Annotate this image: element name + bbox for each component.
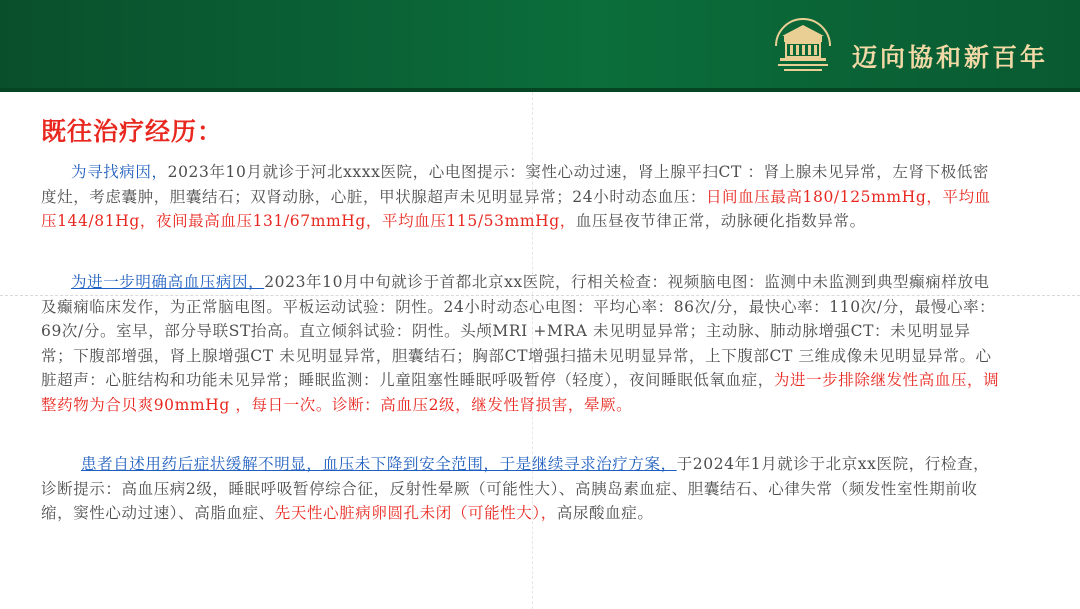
p1-body: 2023年10月就诊于河北xxxx医院，心电图提示：窦性心动过速，肾上腺平扫CT ：肾上腺未见异常，左肾下极低密度灶，考虑囊肿，胆囊结石；双肾动脉，心脏，甲状腺超声未见明显异常；24小时动态血压： — [41, 163, 989, 206]
p1-bp-highlight: 日间血压最高180/125mmHg，平均血压144/81Hg，夜间最高血压131/67mmHg，平均血压115/53mmHg， — [41, 187, 991, 230]
header-divider — [0, 88, 1080, 92]
p3-tail: 高尿酸血症。 — [556, 504, 654, 522]
paragraph-second-visit — [41, 270, 1001, 417]
page-title: 既往治疗经历： — [41, 117, 224, 146]
p1-lead: 为寻找病因， — [71, 163, 168, 181]
p3-body: 于2024年1月就诊于北京xx医院，行检查，诊断提示：高血压病2级，睡眠呼吸暂停综合征，反射性晕厥（可能性大）、高胰岛素血症、胆囊结石、心律失常（频发性室性期前收缩，窦性心动过速）、高脂血症、 — [41, 455, 990, 522]
p2-lead: 为进一步明确高血压病因， — [71, 273, 265, 291]
p2-body: 2023年10月中旬就诊于首都北京xx医院，行相关检查：视频脑电图：监测中未监测到典型癫痫样放电及癫痫临床发作，为正常脑电图。平板运动试验：阴性。24小时动态心电图：平均心率：86次/分，最快心率：110次/分，最慢心率：69次/分。室早，部分导联ST抬高。直立倾斜试验：阴性。头颅MRI +MRA 未见明显异常；主动脉、肺动脉增强CT：未见明显异常；下腹部增强，肾上腺增强CT 未见明显异常，胆囊结石；胸部CT增强扫描未见明显异常，上下腹部CT 三维成像未见明显异常。心脏超声：心脏结构和功能未见异常；睡眠监测：儿童阻塞性睡眠呼吸暂停（轻度），夜间睡眠低氧血症， — [41, 273, 996, 389]
p2-diagnosis-highlight: 为进一步排除继发性高血压，调整药物为合贝爽90mmHg ，每日一次。诊断：高血压2级，继发性肾损害，晕厥。 — [41, 371, 1000, 414]
paragraph-first-visit — [41, 160, 1001, 234]
p1-tail: 血压昼夜节律正常，动脉硬化指数异常。 — [575, 212, 866, 230]
header-slogan: 迈向協和新百年 — [852, 43, 1049, 72]
paragraph-third-visit — [41, 452, 1001, 526]
p3-lead: 患者自述用药后症状缓解不明显，血压未下降到安全范围，于是继续寻求治疗方案， — [81, 455, 677, 473]
p3-highlight: 先天性心脏病卵圆孔未闭（可能性大）， — [274, 504, 557, 522]
hospital-logo — [770, 16, 836, 76]
